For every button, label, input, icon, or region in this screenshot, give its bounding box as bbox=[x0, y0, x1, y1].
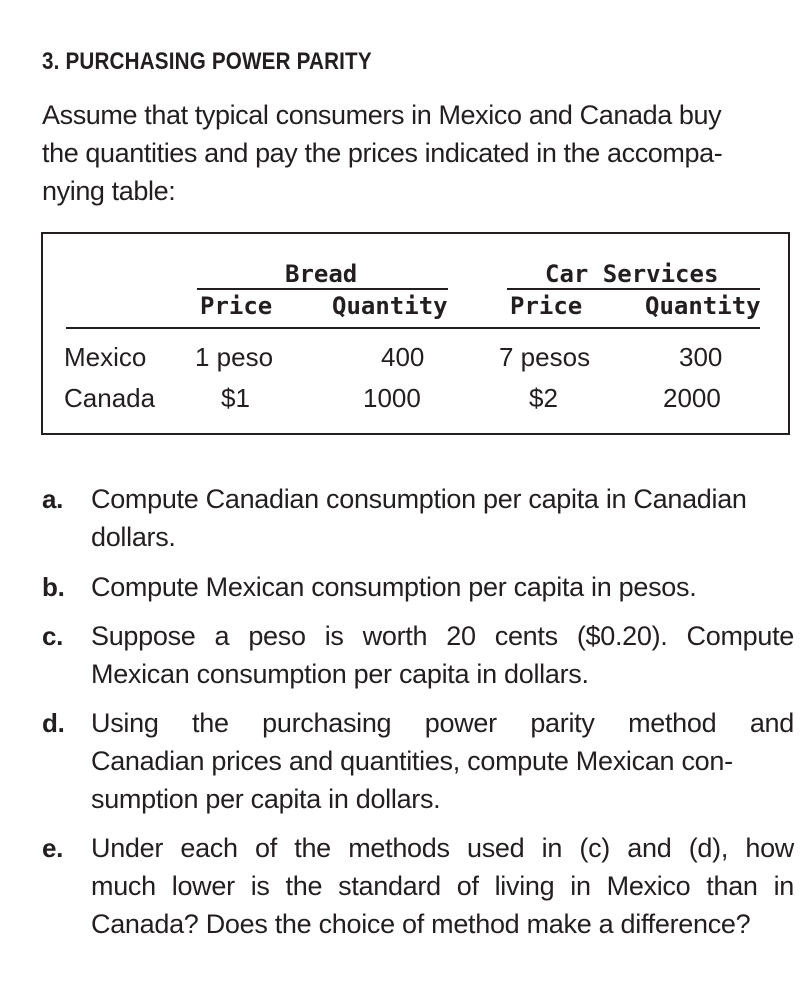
question-line: Under each of the methods used in (c) and (d), how bbox=[91, 833, 794, 863]
question-line: Compute Mexican consumption per capita in pesos. bbox=[91, 572, 697, 602]
question-b bbox=[42, 568, 794, 606]
group-header-car-services: Car Services bbox=[545, 260, 719, 288]
group-rule-bread bbox=[197, 288, 448, 290]
cell-mexico-car-price: 7 pesos bbox=[499, 342, 591, 372]
group-header-bread: Bread bbox=[285, 260, 358, 288]
intro-line: Assume that typical consumers in Mexico and Canada buy bbox=[42, 100, 722, 130]
section-heading: 3. PURCHASING POWER PARITY bbox=[42, 48, 372, 75]
column-header-bread-price: Price bbox=[200, 292, 273, 320]
row-label-mexico: Mexico bbox=[64, 342, 147, 372]
question-line: Mexican consumption per capita in dollars. bbox=[91, 659, 589, 689]
cell-canada-bread-price: $1 bbox=[221, 383, 250, 413]
cell-mexico-bread-quantity: 400 bbox=[381, 342, 425, 372]
question-d bbox=[42, 704, 794, 818]
intro-paragraph bbox=[42, 96, 792, 210]
question-line: Canada? Does the choice of method make a difference? bbox=[91, 909, 751, 939]
question-c bbox=[42, 617, 794, 693]
header-rule bbox=[66, 327, 760, 329]
question-a bbox=[42, 480, 794, 556]
question-list bbox=[42, 480, 794, 943]
question-letter: d. bbox=[42, 708, 65, 738]
cell-canada-car-price: $2 bbox=[529, 383, 558, 413]
cell-canada-bread-quantity: 1000 bbox=[363, 383, 421, 413]
question-e bbox=[42, 829, 794, 943]
question-line: Compute Canadian consumption per capita in Canadian bbox=[91, 484, 747, 514]
question-letter: c. bbox=[42, 621, 64, 651]
question-letter: a. bbox=[42, 484, 64, 514]
row-label-canada: Canada bbox=[64, 383, 156, 413]
question-letter: e. bbox=[42, 833, 64, 863]
intro-line: the quantities and pay the prices indicated in the accompa- bbox=[42, 138, 723, 168]
question-line: dollars. bbox=[91, 522, 176, 552]
cell-canada-car-quantity: 2000 bbox=[663, 383, 721, 413]
cell-mexico-bread-price: 1 peso bbox=[195, 342, 274, 372]
price-quantity-table bbox=[41, 232, 790, 435]
question-line: Suppose a peso is worth 20 cents ($0.20). Compute bbox=[91, 621, 794, 651]
column-header-bread-quantity: Quantity bbox=[332, 292, 448, 320]
question-line: sumption per capita in dollars. bbox=[91, 784, 441, 814]
question-line: Using the purchasing power parity method and bbox=[91, 708, 794, 738]
question-letter: b. bbox=[42, 572, 65, 602]
cell-mexico-car-quantity: 300 bbox=[679, 342, 723, 372]
intro-line: nying table: bbox=[42, 176, 176, 206]
group-rule-car-services bbox=[507, 288, 760, 290]
question-line: Canadian prices and quantities, compute Mexican con- bbox=[91, 746, 733, 776]
column-header-car-quantity: Quantity bbox=[645, 292, 761, 320]
column-header-car-price: Price bbox=[510, 292, 583, 320]
question-line: much lower is the standard of living in Mexico than in bbox=[91, 871, 794, 901]
